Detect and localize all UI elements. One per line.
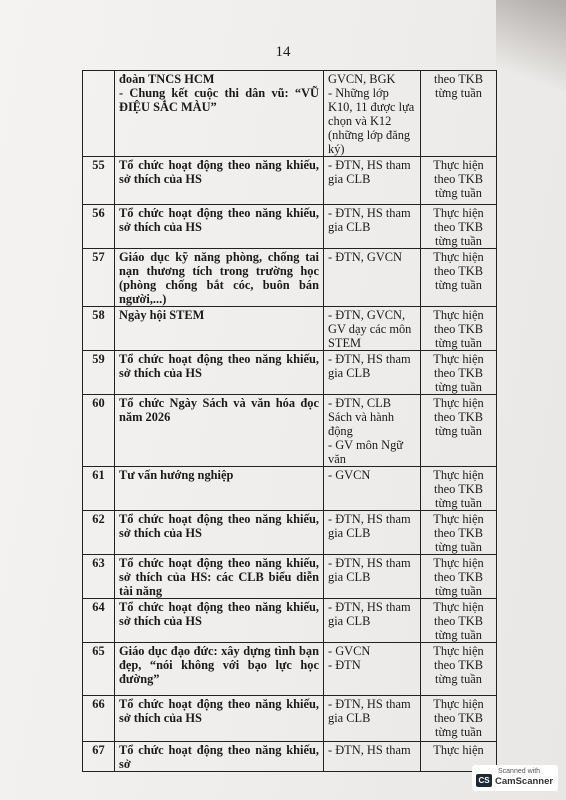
responsible-party: - ĐTN, GVCN, GV dạy các môn STEM — [324, 307, 421, 351]
time-frame: Thực hiện theo TKB từng tuần — [421, 395, 497, 467]
table-row — [83, 555, 497, 599]
time-frame: Thực hiện theo TKB từng tuần — [421, 157, 497, 205]
time-frame: Thực hiện theo TKB từng tuần — [421, 249, 497, 307]
activity-content: Ngày hội STEM — [115, 307, 324, 351]
activity-plan-body — [83, 71, 497, 772]
row-number: 59 — [83, 351, 115, 395]
activity-content: Giáo dục kỹ năng phòng, chống tai nạn thương tích trong trường học (phòng chống bắt cóc, buôn bán người,...) — [115, 249, 324, 307]
responsible-party: - ĐTN, HS tham gia CLB — [324, 696, 421, 742]
activity-content: Tổ chức Ngày Sách và văn hóa đọc năm 2026 — [115, 395, 324, 467]
time-frame: Thực hiện theo TKB từng tuần — [421, 351, 497, 395]
responsible-party: GVCN, BGK - Những lớp K10, 11 được lựa chọn và K12 (những lớp đăng ký) — [324, 71, 421, 157]
time-frame: Thực hiện theo TKB từng tuần — [421, 696, 497, 742]
table-row — [83, 511, 497, 555]
activity-content: đoàn TNCS HCM - Chung kết cuộc thi dân vũ: “VŨ ĐIỆU SẮC MÀU” — [115, 71, 324, 157]
activity-content: Tổ chức hoạt động theo năng khiếu, sở thích của HS — [115, 351, 324, 395]
row-number — [83, 71, 115, 157]
time-frame: Thực hiện theo TKB từng tuần — [421, 599, 497, 643]
activity-content: Tư vấn hướng nghiệp — [115, 467, 324, 511]
row-number: 58 — [83, 307, 115, 351]
table-row — [83, 351, 497, 395]
table-row — [83, 249, 497, 307]
camscanner-logo-icon: CS — [476, 774, 492, 787]
row-number: 56 — [83, 205, 115, 249]
responsible-party: - ĐTN, HS tham — [324, 742, 421, 772]
camscanner-watermark — [472, 765, 558, 791]
activity-content: Tổ chức hoạt động theo năng khiếu, sở — [115, 742, 324, 772]
watermark-caption: Scanned with — [498, 768, 541, 775]
watermark-brand: CamScanner — [495, 776, 554, 787]
activity-content: Tổ chức hoạt động theo năng khiếu, sở thích của HS — [115, 511, 324, 555]
row-number: 60 — [83, 395, 115, 467]
row-number: 57 — [83, 249, 115, 307]
activity-plan-table — [82, 70, 497, 772]
time-frame: theo TKB từng tuần — [421, 71, 497, 157]
row-number: 66 — [83, 696, 115, 742]
activity-content: Tổ chức hoạt động theo năng khiếu, sở thích của HS: các CLB biểu diễn tài năng — [115, 555, 324, 599]
responsible-party: - ĐTN, HS tham gia CLB — [324, 351, 421, 395]
table-row — [83, 643, 497, 696]
page-edge-shadow — [496, 0, 566, 130]
responsible-party: - ĐTN, HS tham gia CLB — [324, 555, 421, 599]
row-number: 62 — [83, 511, 115, 555]
responsible-party: - ĐTN, GVCN — [324, 249, 421, 307]
table-row — [83, 205, 497, 249]
table-row — [83, 71, 497, 157]
responsible-party: - GVCN - ĐTN — [324, 643, 421, 696]
time-frame: Thực hiện theo TKB từng tuần — [421, 467, 497, 511]
table-row — [83, 395, 497, 467]
responsible-party: - ĐTN, CLB Sách và hành động - GV môn Ngữ văn — [324, 395, 421, 467]
time-frame: Thực hiện theo TKB từng tuần — [421, 555, 497, 599]
row-number: 55 — [83, 157, 115, 205]
table-row — [83, 467, 497, 511]
time-frame: Thực hiện theo TKB từng tuần — [421, 643, 497, 696]
table-row — [83, 696, 497, 742]
table-row — [83, 599, 497, 643]
activity-content: Tổ chức hoạt động theo năng khiếu, sở thích của HS — [115, 205, 324, 249]
activity-content: Tổ chức hoạt động theo năng khiếu, sở thích của HS — [115, 157, 324, 205]
responsible-party: - ĐTN, HS tham gia CLB — [324, 599, 421, 643]
responsible-party: - ĐTN, HS tham gia CLB — [324, 157, 421, 205]
table-row — [83, 307, 497, 351]
row-number: 61 — [83, 467, 115, 511]
time-frame: Thực hiện theo TKB từng tuần — [421, 307, 497, 351]
time-frame: Thực hiện — [421, 742, 497, 772]
table-row — [83, 157, 497, 205]
responsible-party: - GVCN — [324, 467, 421, 511]
time-frame: Thực hiện theo TKB từng tuần — [421, 511, 497, 555]
table-row — [83, 742, 497, 772]
activity-content: Tổ chức hoạt động theo năng khiếu, sở thích của HS — [115, 599, 324, 643]
row-number: 63 — [83, 555, 115, 599]
activity-content: Giáo dục đạo đức: xây dựng tình bạn đẹp, “nói không với bạo lực học đường” — [115, 643, 324, 696]
row-number: 67 — [83, 742, 115, 772]
row-number: 65 — [83, 643, 115, 696]
row-number: 64 — [83, 599, 115, 643]
responsible-party: - ĐTN, HS tham gia CLB — [324, 511, 421, 555]
responsible-party: - ĐTN, HS tham gia CLB — [324, 205, 421, 249]
page-number: 14 — [275, 44, 291, 60]
time-frame: Thực hiện theo TKB từng tuần — [421, 205, 497, 249]
activity-content: Tổ chức hoạt động theo năng khiếu, sở thích của HS — [115, 696, 324, 742]
